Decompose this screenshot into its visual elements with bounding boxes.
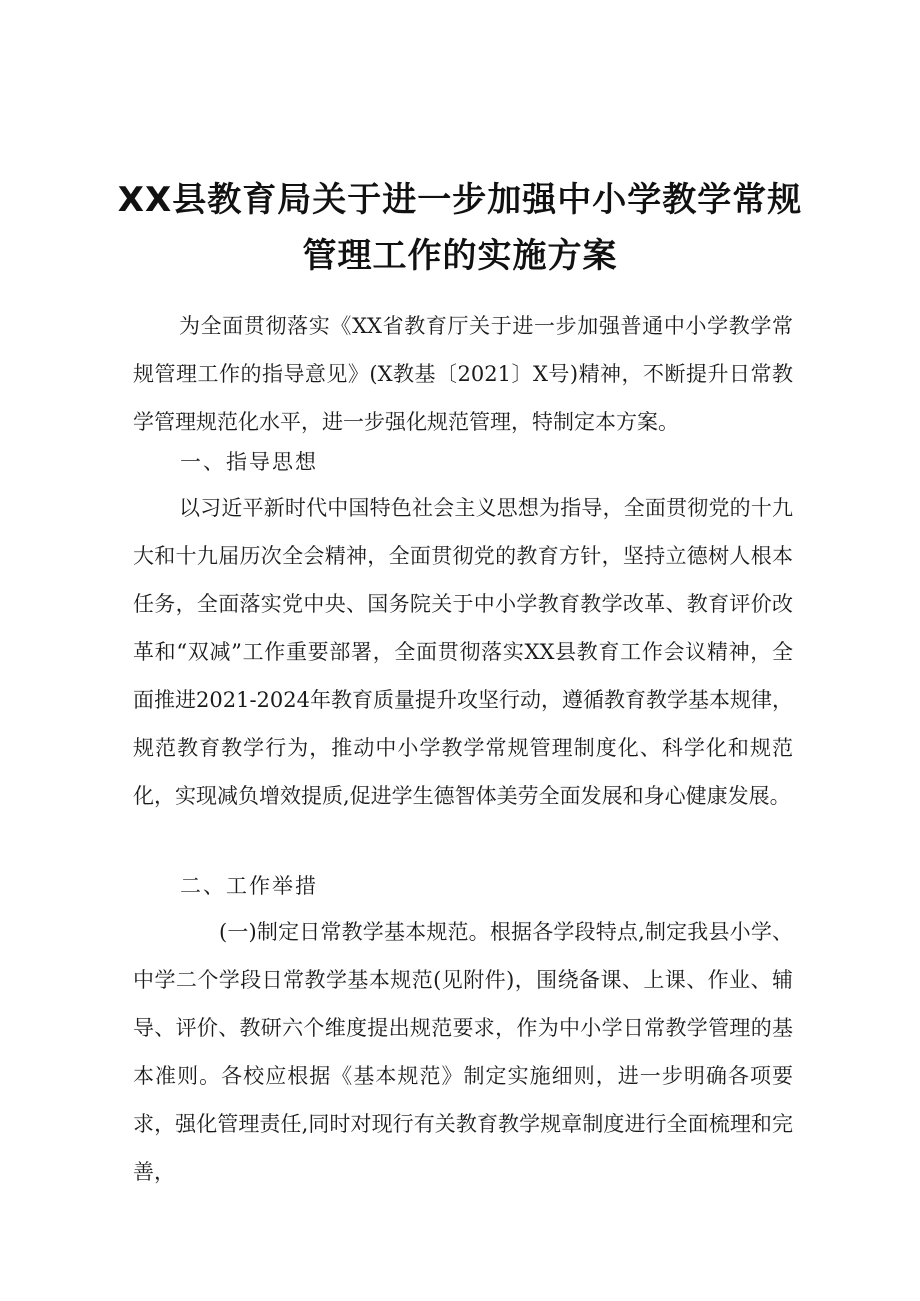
work-measures-paragraph: (一)制定日常教学基本规范。根据各学段特点,制定我县小学、中学二个学段日常教学基本规范(见附件)，围绕备课、上课、作业、辅导、评价、教研六个维度提出规范要求，作为中小学日常教学管理的基本准则。各校应根据《基本规范》制定实施细则，进一步明确各项要求，强化管理责任,同时对现行有关教育教学规章制度进行全面梳理和完善，	[133, 920, 793, 1184]
document-title-line-1: XX县教育局关于进一步加强中小学教学常规	[117, 180, 803, 220]
guiding-ideology-paragraph: 以习近平新时代中国特色社会主义思想为指导，全面贯彻党的十九大和十九届历次全会精神，全面贯彻党的教育方针，坚持立德树人根本任务，全面落实党中央、国务院关于中小学教育教学改革、教育评价改革和“双减”工作重要部署，全面贯彻落实XX县教育工作会议精神，全面推进2021-2024年教育质量提升攻坚行动，遵循教育教学基本规律，规范教育教学行为，推动中小学教学常规管理制度化、科学化和规范化，实现减负增效提质,促进学生德智体美劳全面发展和身心健康发展。	[133, 496, 793, 808]
section-heading-guiding-ideology: 一、指导思想	[180, 450, 318, 474]
document-title-line-2: 管理工作的实施方案	[302, 236, 618, 276]
intro-paragraph: 为全面贯彻落实《XX省教育厅关于进一步加强普通中小学教学常规管理工作的指导意见》(X教基〔2021〕X号)精神，不断提升日常教学管理规范化水平，进一步强化规范管理，特制定本方案。	[133, 314, 793, 434]
section-heading-work-measures: 二、工作举措	[180, 874, 318, 898]
